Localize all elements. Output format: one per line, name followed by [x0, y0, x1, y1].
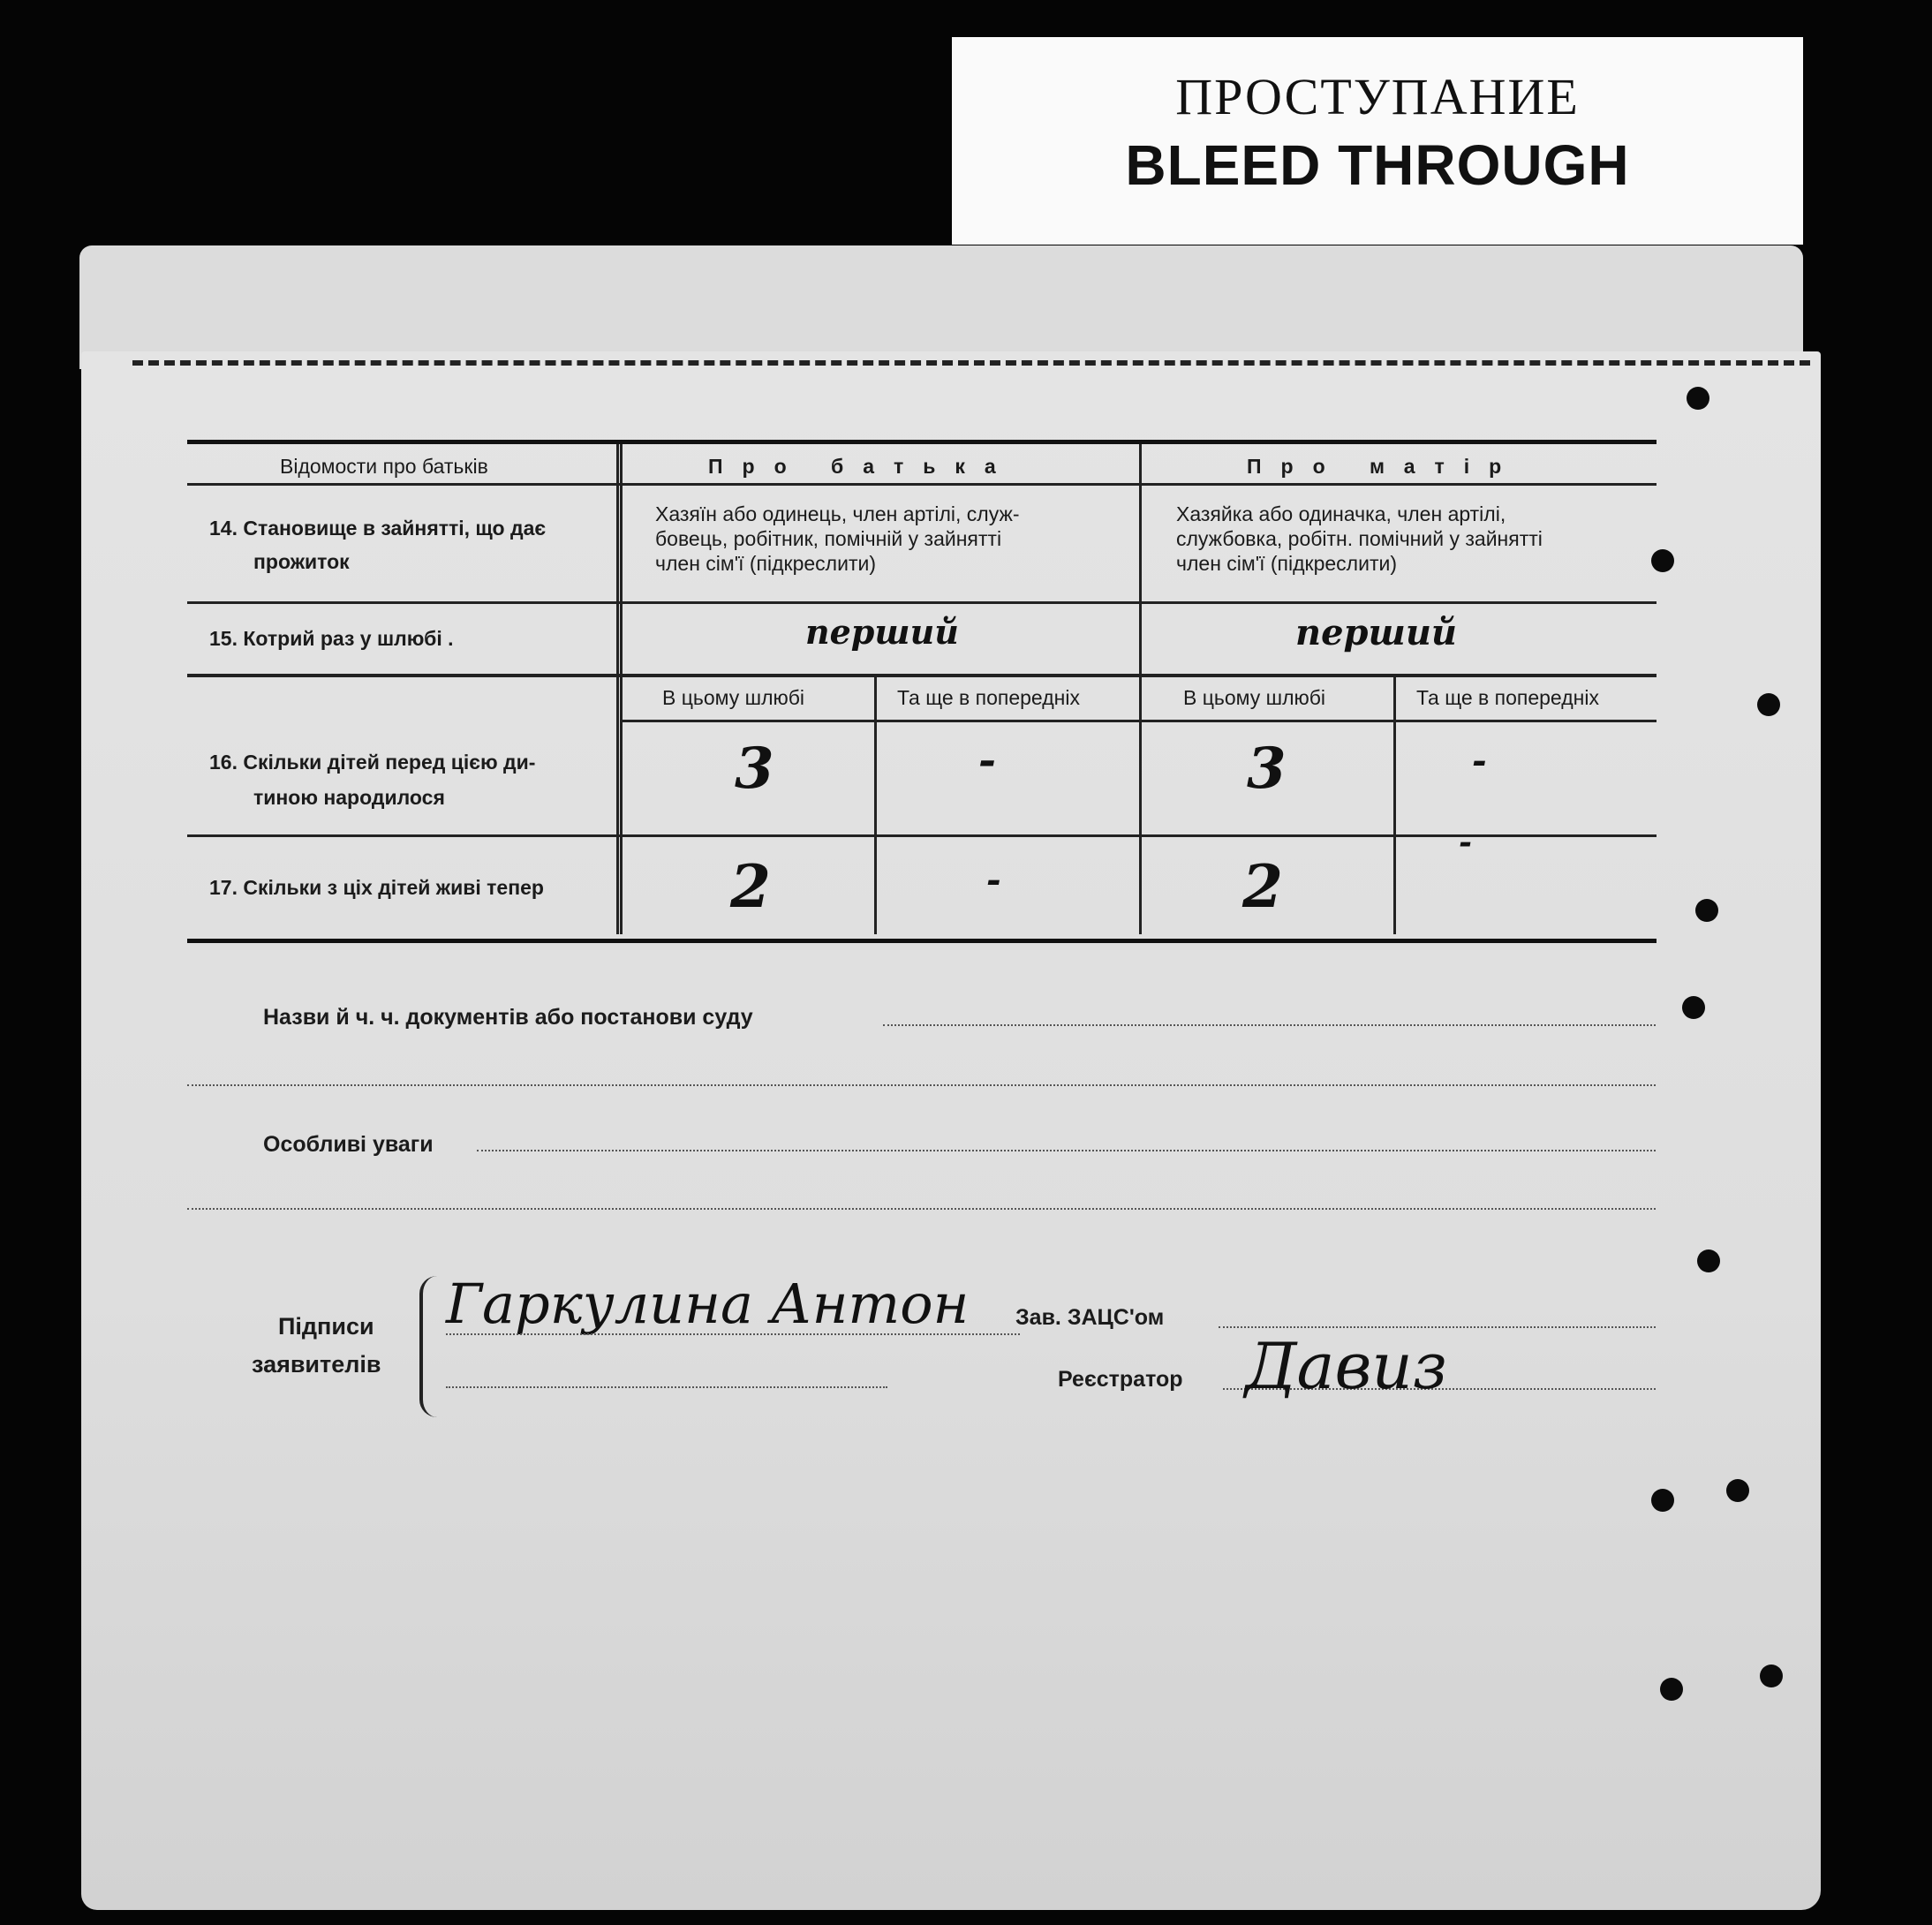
row15-mother-value: перший — [1295, 612, 1457, 653]
documents-line — [883, 1024, 1656, 1026]
row17-label: 17. Скільки з ціх дітей живі тепер — [209, 876, 544, 899]
punch-hole — [1757, 693, 1780, 716]
row14-label: 14. Становище в зайнятті, що дає — [209, 517, 547, 540]
subheader-mother-prev: Та ще в попередніх — [1416, 686, 1599, 709]
row17-mother-this: 2 — [1242, 852, 1283, 921]
applicant-line-2 — [446, 1386, 887, 1388]
subheader-father-this: В цьому шлюбі — [662, 686, 805, 709]
paper-fold-strip — [79, 245, 1803, 369]
punch-hole — [1695, 899, 1718, 922]
row14-mother-options-3: член сім'ї (підкреслити) — [1176, 552, 1397, 575]
punch-hole — [1697, 1249, 1720, 1272]
parents-info-table — [187, 440, 1657, 943]
row16-mother-prev: - — [1472, 740, 1487, 781]
row16-label-cont: тиною народилося — [253, 786, 445, 809]
signatures-label-cont: заявителів — [252, 1351, 381, 1378]
applicant-signature: Гаркулина Антон — [446, 1272, 970, 1336]
punch-hole — [1687, 387, 1709, 410]
registrar-label: Реєстратор — [1058, 1367, 1183, 1392]
punch-hole — [1651, 1489, 1674, 1512]
label-russian: ПРОСТУПАНИЕ — [1175, 68, 1580, 125]
remarks-line-2 — [187, 1208, 1656, 1210]
head-line — [1219, 1326, 1656, 1328]
row17-father-this: 2 — [730, 852, 771, 921]
header-parents-info: Відомости про батьків — [280, 455, 488, 478]
documents-line-2 — [187, 1084, 1656, 1086]
label-english: BLEED THROUGH — [1125, 133, 1630, 197]
documents-label: Назви й ч. ч. документів або постанови суду — [263, 1005, 753, 1030]
row14-father-options: Хазяїн або одинець, член артілі, служ- — [655, 502, 1020, 525]
punch-hole — [1682, 996, 1705, 1019]
registrar-signature: Давиз — [1245, 1329, 1448, 1403]
row16-father-prev: - — [978, 736, 996, 785]
signatures-label: Підписи — [278, 1313, 374, 1340]
row14-father-options-3: член сім'ї (підкреслити) — [655, 552, 876, 575]
row15-label: 15. Котрий раз у шлюбі . — [209, 627, 454, 650]
punch-hole — [1660, 1678, 1683, 1701]
punch-hole — [1726, 1479, 1749, 1502]
row17-father-prev: - — [986, 859, 1001, 901]
row17-mother-prev: - — [1459, 824, 1472, 861]
header-about-father: Про батька — [708, 455, 1015, 478]
subheader-father-prev: Та ще в попередніх — [897, 686, 1080, 709]
row16-mother-this: 3 — [1247, 736, 1287, 802]
row14-father-options-2: бовець, робітник, помічній у зайнятті — [655, 527, 1002, 550]
row14-mother-options-2: службовка, робітн. помічний у зайнятті — [1176, 527, 1543, 550]
row14-mother-options: Хазяйка або одиначка, член артілі, — [1176, 502, 1506, 525]
head-label: Зав. ЗАЦС'ом — [1015, 1305, 1165, 1330]
row16-father-this: 3 — [735, 736, 774, 802]
remarks-label: Особливі уваги — [263, 1132, 434, 1157]
row16-label: 16. Скільки дітей перед цією ди- — [209, 751, 536, 774]
perforation-line — [132, 360, 1810, 366]
punch-hole — [1760, 1665, 1783, 1687]
subheader-mother-this: В цьому шлюбі — [1183, 686, 1326, 709]
row14-label-cont: прожиток — [253, 550, 350, 573]
bleed-through-label-card — [952, 37, 1803, 245]
row15-father-value: перший — [805, 612, 959, 652]
applicant-line — [446, 1333, 1020, 1335]
remarks-line — [477, 1150, 1656, 1151]
header-about-mother: Про матір — [1247, 455, 1521, 478]
signatures-brace — [419, 1276, 442, 1417]
